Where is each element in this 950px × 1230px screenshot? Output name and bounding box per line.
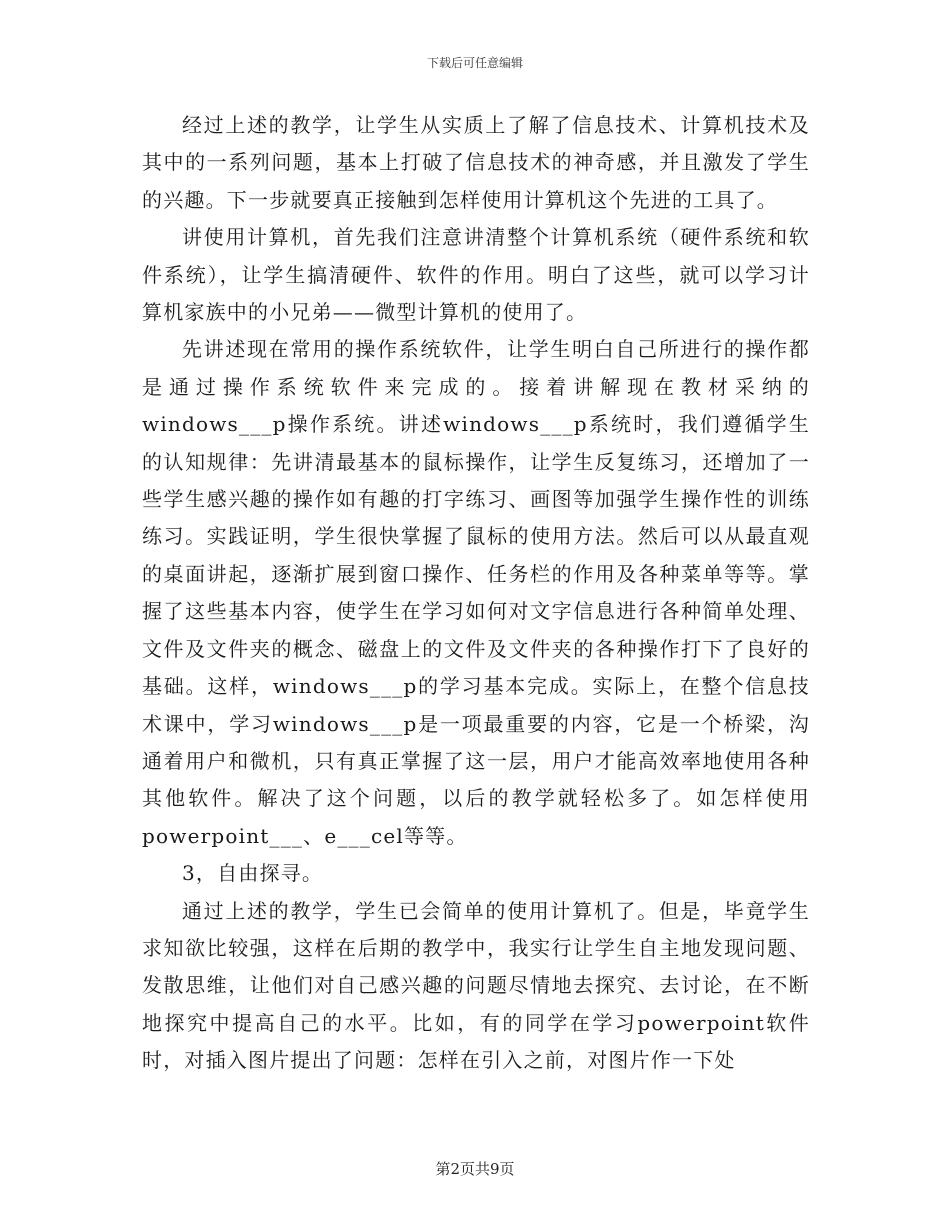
paragraph: 通过上述的教学，学生已会简单的使用计算机了。但是，毕竟学生求知欲比较强，这样在后期的教学中，我实行让学生自主地发现问题、发散思维，让他们对自己感兴趣的问题尽情地去探究、去讨论，在不断地探究中提高自己的水平。比如，有的同学在学习powerpoint软件时，对插入图片提出了问题：怎样在引入之前，对图片作一下处 [142,898,810,1073]
paragraph: 经过上述的教学，让学生从实质上了解了信息技术、计算机技术及其中的一系列问题，基本上打破了信息技术的神奇感，并且激发了学生的兴趣。下一步就要真正接触到怎样使用计算机这个先进的工具了。 [142,113,810,212]
page-header: 下载后可任意编辑 [426,56,523,70]
section-heading: 3，自由探寻。 [182,861,324,886]
page-number: 第2页共9页 [435,1160,515,1178]
paragraph: 先讲述现在常用的操作系统软件，让学生明白自己所进行的操作都是通过操作系统软件来完成的。接着讲解现在教材采纳的windows___p操作系统。讲述windows___p系统时，我们遵循学生的认知规律：先讲清最基本的鼠标操作，让学生反复练习，还增加了一些学生感兴趣的操作如有趣的打字练习、画图等加强学生操作性的训练练习。实践证明，学生很快掌握了鼠标的使用方法。然后可以从最直观的桌面讲起，逐渐扩展到窗口操作、任务栏的作用及各种菜单等等。掌握了这些基本内容，使学生在学习如何对文字信息进行各种简单处理、文件及文件夹的概念、磁盘上的文件及文件夹的各种操作打下了良好的基础。这样，windows___p的学习基本完成。实际上，在整个信息技术课中，学习windows___p是一项最重要的内容，它是一个桥梁，沟通着用户和微机，只有真正掌握了这一层，用户才能高效率地使用各种其他软件。解决了这个问题，以后的教学就轻松多了。如怎样使用powerpoint___、e___cel等等。 [142,337,810,848]
document-body [142,107,810,1080]
paragraph: 讲使用计算机，首先我们注意讲清整个计算机系统（硬件系统和软件系统），让学生搞清硬件、软件的作用。明白了这些，就可以学习计算机家族中的小兄弟——微型计算机的使用了。 [142,225,810,325]
